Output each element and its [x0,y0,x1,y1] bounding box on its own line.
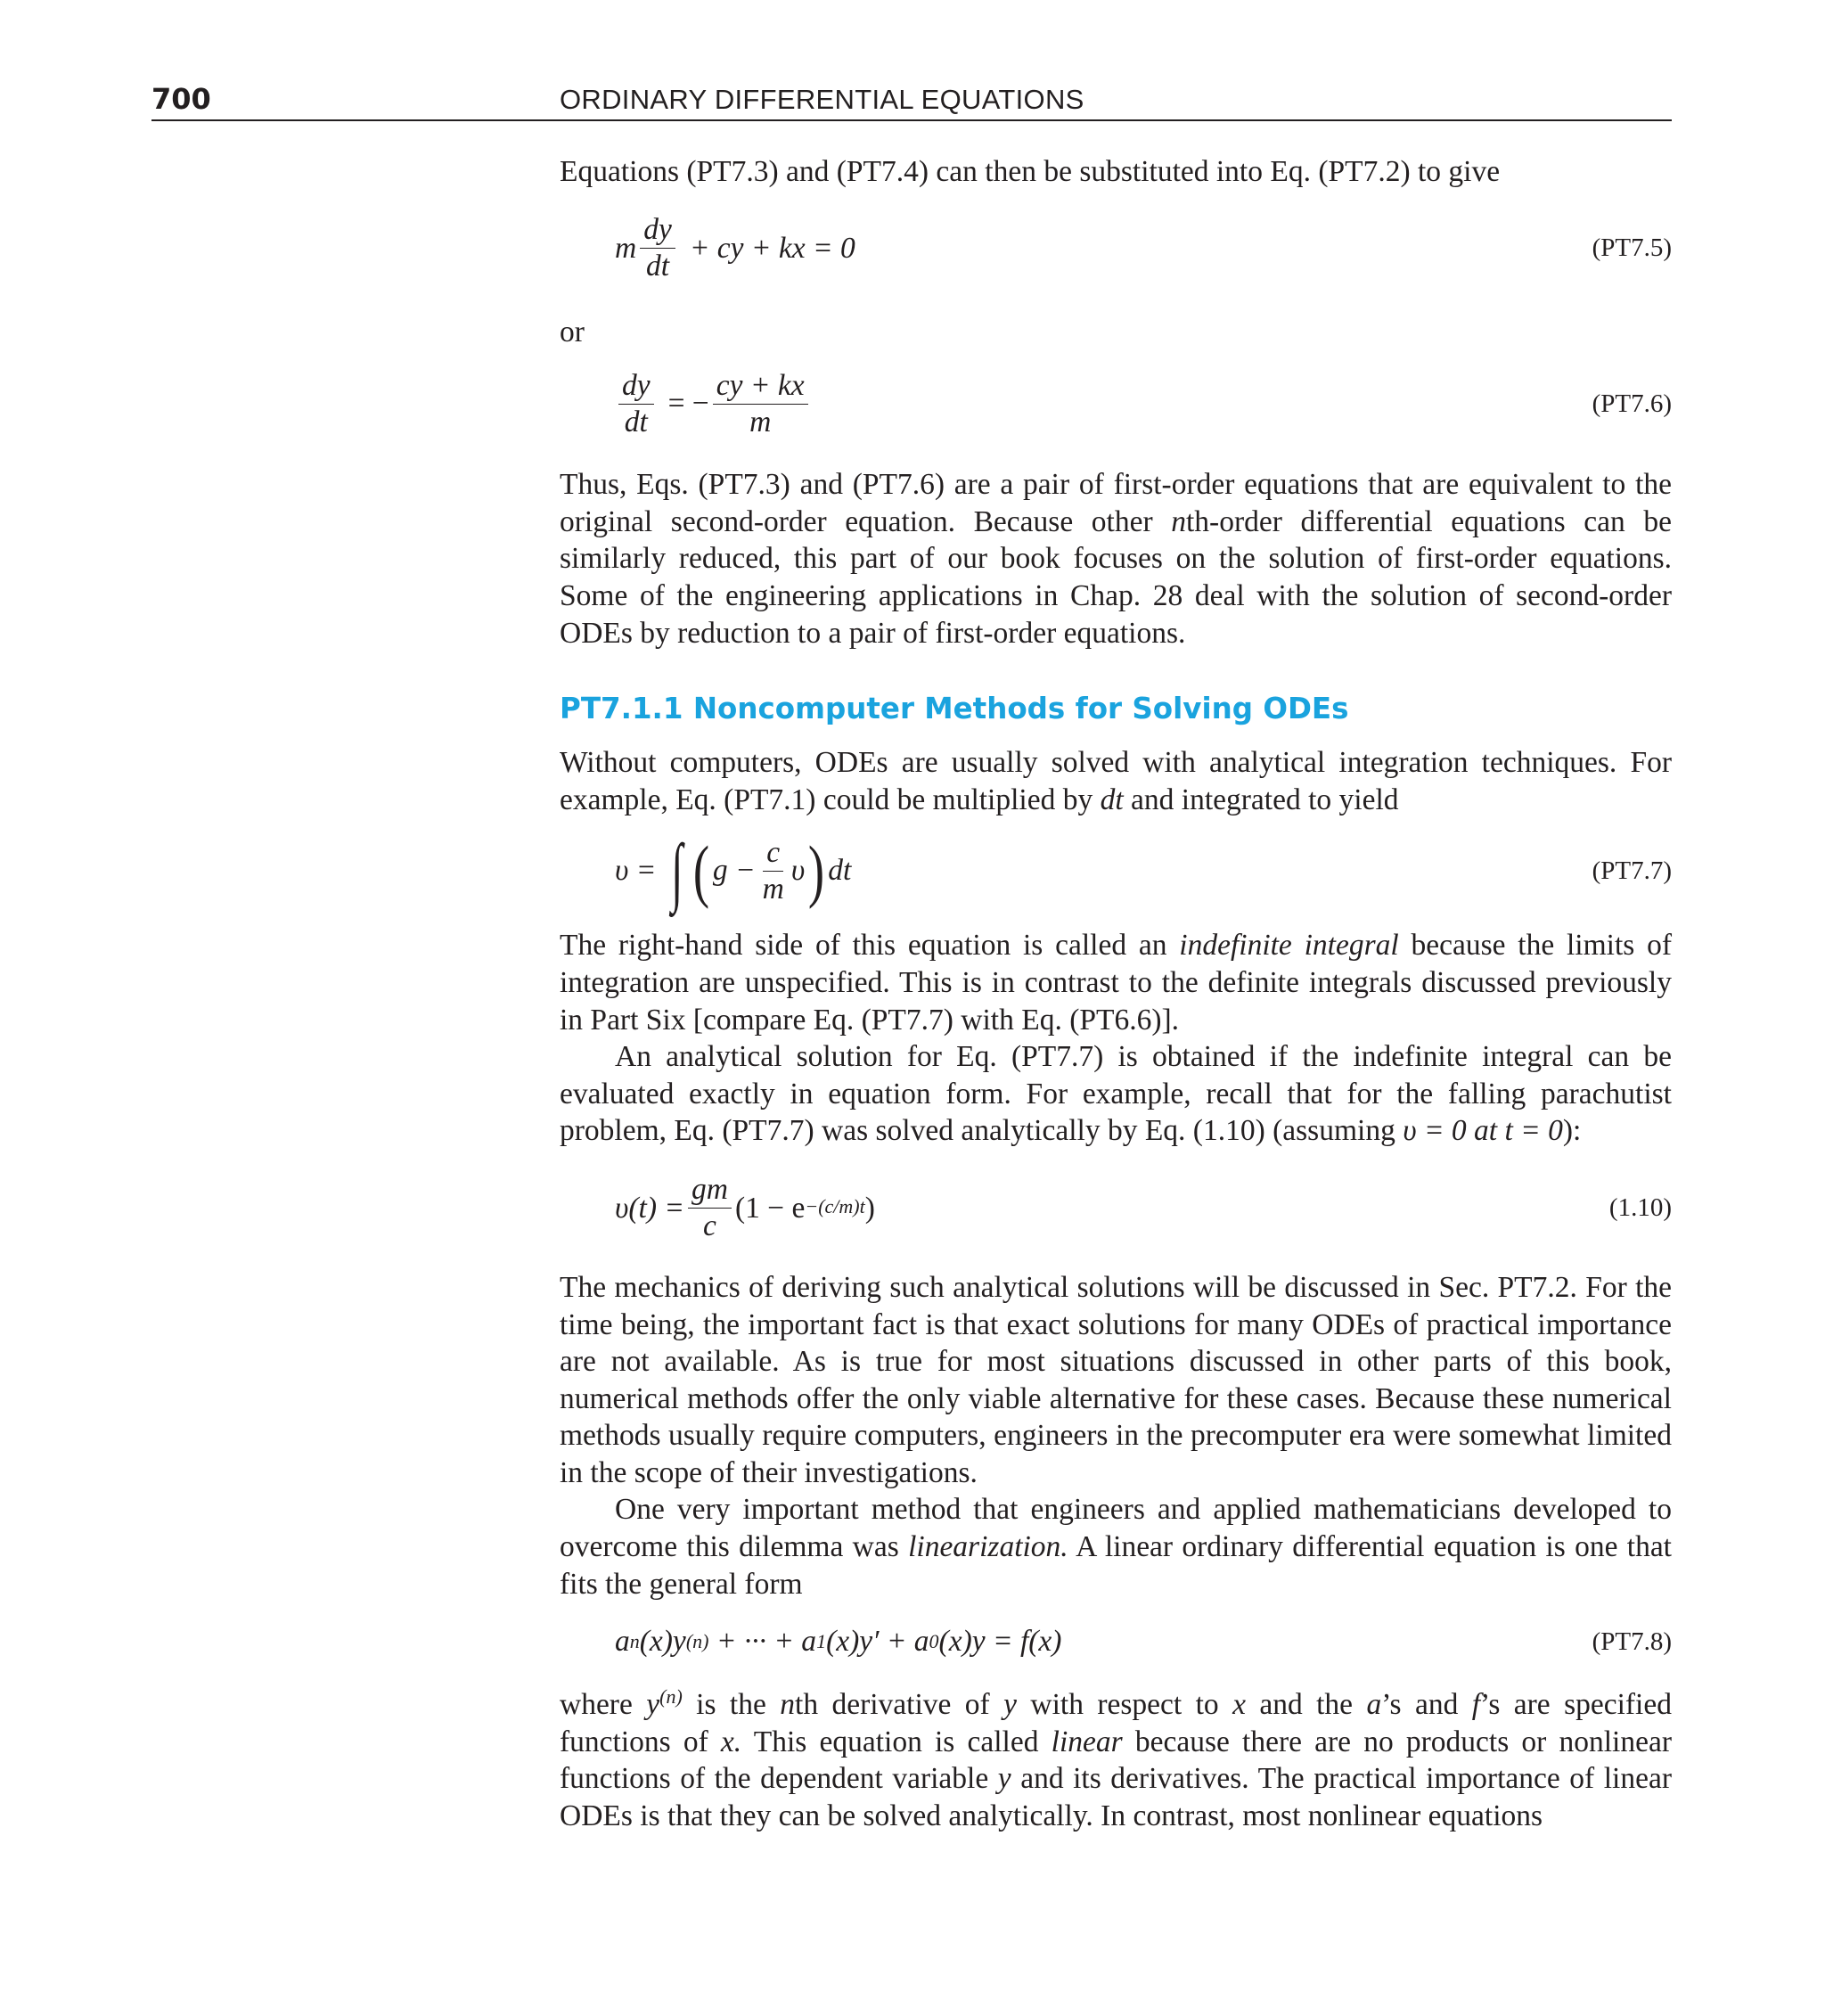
paragraph-first-order [560,466,1672,652]
eq-denominator: dt [645,250,670,283]
text-span: th-order differential equations can be similarly reduced, this part of our book focuses on the solution of first-order equations. Some of the engineering applications in Chap. 28 deal with the solution of second-order ODEs by reduction to a pair of first-order equations. [560,504,1672,650]
page-content [560,153,1672,1835]
text-span: This equation is called [741,1725,1052,1758]
eq-lhs-fraction [618,368,654,440]
right-paren: ) [808,832,825,910]
equation-number: (PT7.5) [1592,234,1672,263]
text-span: Without computers, ODEs are usually solved with analytical integration techniques. For example, Eq. (PT7.1) could be multiplied by [560,746,1672,816]
italic-span: x. [720,1725,742,1758]
eq-fraction [688,1172,732,1244]
text-span: ): [1562,1114,1582,1148]
text-span: The right-hand side of this equation is called an [560,929,1180,963]
italic-span: y [1003,1688,1017,1722]
eq-g: g − [712,854,756,888]
eq-numerator: c [763,835,783,872]
eq-denominator: m [762,872,784,906]
italic-span: υ = 0 at t = 0 [1403,1114,1563,1148]
paragraph-linearization [560,1491,1672,1602]
text-span: because there are no products or nonlinear functions of the dependent variable [560,1725,1672,1796]
paragraph-linear-ode [560,1686,1672,1834]
page-number: 700 [151,82,211,116]
text-span: with respect to [1017,1688,1233,1722]
superscript: (n) [659,1685,683,1709]
eq-numerator: cy + kx [713,368,808,405]
italic-span: n [780,1688,796,1722]
text-span: is the [682,1688,781,1722]
eq-fraction [640,212,675,284]
text-span: Thus, Eqs. (PT7.3) and (PT7.6) are a pair of first-order equations that are equivalent to the original second-order equation. Because other [560,468,1672,538]
eq-term: (x)y [639,1625,686,1659]
eq-v: υ [790,854,806,888]
equation-1-10: υ(t) = $\frac{gm}{c}$ (1 − e $^{-(c/m)t}$ ) (1.10) [560,1150,1672,1267]
italic-span: linear [1051,1725,1123,1758]
italic-span: indefinite integral [1179,929,1399,963]
eq-paren-open: (1 − e [734,1191,806,1225]
italic-span: x [1232,1688,1246,1722]
page-header [151,82,1672,121]
paragraph-noncomputer [560,744,1672,818]
equation-pt7-7 [560,818,1672,923]
paragraph-mechanics: The mechanics of deriving such analytical solutions will be discussed in Sec. PT7.2. For the time being, the important fact is that exact solutions for many ODEs of practical importance are not available. As is true for most situations discussed in other parts of this book, numerical methods offer the only viable alternative for these cases. Because these numerical methods usually require computers, engineers in the precomputer era were somewhat limited in the scope of their investigations. [560,1270,1672,1489]
eq-term: (x)y = f(x) [938,1625,1062,1659]
eq-fraction [759,835,788,907]
text-span: and integrated to yield [1123,783,1399,816]
italic-span: f [1471,1688,1481,1722]
equation-number: (PT7.7) [1592,856,1672,885]
eq-numerator: gm [688,1172,732,1209]
paragraph-indefinite-integral [560,927,1672,1038]
text-span: and the [1245,1688,1367,1722]
text-span: A linear ordinary differential equation is one that fits the general form [560,1530,1672,1601]
integral-sign: ∫ [671,828,683,914]
italic-span: y [646,1688,660,1722]
eq-mass: m [615,231,637,265]
eq-lhs: υ(t) = [615,1191,684,1225]
eq-denominator: c [703,1209,716,1243]
paragraph-analytical-solution [560,1038,1672,1150]
italic-span: dt [1100,783,1124,816]
eq-denominator: m [749,405,772,438]
or-text: or [560,315,585,348]
eq-numerator: dy [640,212,675,249]
equation-number: (PT7.8) [1592,1627,1672,1656]
left-paren: ( [692,832,710,910]
eq-term: (x)y′ + a [826,1625,929,1659]
text-span: and its derivatives. The practical importance of linear ODEs is that they can be solved analytically. In contrast, most nonlinear equations [560,1762,1672,1833]
intro-paragraph: Equations (PT7.3) and (PT7.4) can then be substituted into Eq. (PT7.2) to give [560,155,1501,188]
running-head: ORDINARY DIFFERENTIAL EQUATIONS [560,84,1084,115]
italic-span: y [997,1762,1011,1796]
text-span: th derivative of [795,1688,1004,1722]
italic-span: a [1366,1688,1382,1722]
eq-term: a [615,1625,630,1659]
equation-pt7-6 [560,350,1672,457]
section-heading: PT7.1.1 Noncomputer Methods for Solving ODEs [560,692,1349,726]
eq-equals: = − [667,387,709,421]
eq-term: + ··· + a [708,1625,817,1659]
italic-span: n [1171,504,1186,538]
equation-pt7-8: a n (x)y (n) + ··· + a 1 (x)y′ + a 0 (x)y = f(x) (PT7.8) [560,1602,1672,1681]
equation-pt7-5 [560,191,1672,307]
text-span: where [560,1688,647,1722]
text-span: ’s are specified functions of [560,1688,1672,1758]
eq-denominator: dt [624,405,648,438]
text-span: because the limits of integration are unspecified. This is in contrast to the definite integrals discussed previously in Part Six [compare Eq. (PT7.7) with Eq. (PT6.6)]. [560,929,1672,1037]
text-span: ’s and [1381,1688,1472,1722]
equation-number: (PT7.6) [1592,389,1672,418]
eq-rest: + cy + kx = 0 [689,231,855,265]
eq-paren-close: ) [864,1191,875,1225]
eq-dt: dt [828,854,852,888]
eq-rhs-fraction [713,368,808,440]
equation-number: (1.10) [1608,1193,1672,1223]
text-span: An analytical solution for Eq. (PT7.7) is obtained if the indefinite integral can be evaluated exactly in equation form. For example, recall that for the falling parachutist problem, Eq. (PT7.7) was solved analytically by Eq. (1.10) (assuming [560,1040,1672,1148]
italic-span: linearization. [908,1530,1068,1564]
text-span: One very important method that engineers and applied mathematicians developed to overcome this dilemma was [560,1493,1672,1564]
eq-numerator: dy [618,368,654,405]
eq-lhs: υ = [615,854,657,888]
